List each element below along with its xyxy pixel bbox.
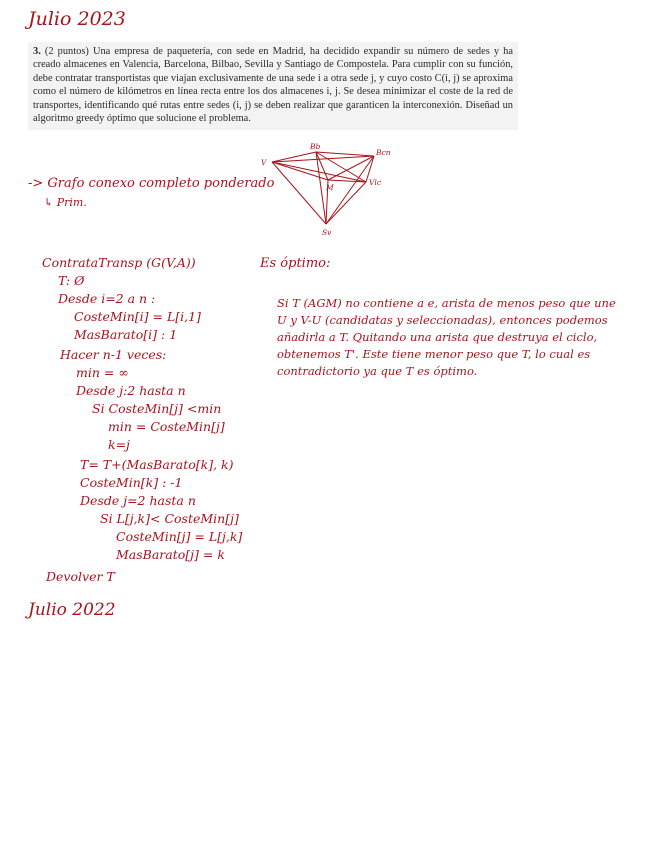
algo-signature: ContrataTransp (G(V,A)) [42, 255, 196, 270]
optimal-title: Es óptimo: [260, 256, 331, 271]
algo-line: Desde i=2 a n : [58, 291, 156, 306]
algo-line: CosteMin[i] = L[i,1] [74, 309, 201, 324]
edge [328, 156, 374, 180]
node-label-v: V [261, 158, 267, 167]
algo-line: CosteMin[k] : -1 [80, 475, 183, 490]
algo-line: min = CosteMin[j] [108, 419, 225, 434]
algo-return: Devolver T [46, 569, 115, 584]
node-label-m: M [326, 183, 334, 192]
node-label-bcn: Bcn [376, 148, 391, 157]
algo-line: MasBarato[j] = k [116, 547, 225, 562]
algo-line: T= T+(MasBarato[k], k) [80, 457, 234, 472]
problem-text: Una empresa de paquetería, con sede en Madrid, ha decidido expandir su número de sedes y ha creado almacenes en Valencia, Barcelona, Bilbao, Sevilla y Santiago de Compostela. Para cumplir con su función, debe contratar transportistas que viajan exclusivamente de una sede i a otra sede j, y cuyo costo C(i, j) se aproxima como el número de kilómetros en línea recta entre los dos almacenes i, j. Se desea minimizar el coste de la red de transportes, identificando qué rutas entre sedes (i, j) se deben realizar que garanticen la interconexión. Diseñad un algoritmo greedy óptimo que solucione el problema. [33, 46, 513, 125]
algo-line: T: Ø [58, 273, 85, 288]
algo-line: min = ∞ [76, 365, 129, 380]
algo-line: k=j [108, 437, 130, 452]
heading-julio-2022: Julio 2022 [28, 600, 116, 620]
heading-julio-2023: Julio 2023 [28, 8, 126, 30]
edge [316, 152, 374, 156]
algo-line: Si L[j,k]< CosteMin[j] [100, 511, 239, 526]
problem-statement [28, 42, 518, 130]
algo-line: CosteMin[j] = L[j,k] [116, 529, 243, 544]
algo-line: MasBarato[i] : 1 [74, 327, 178, 342]
node-label-bb: Bb [310, 142, 321, 151]
optimal-proof: Si T (AGM) no contiene a e, arista de menos peso que une U y V-U (candidatas y seleccionadas), entonces podemos añadirla a T. Quitando una arista que destruya el ciclo, obtenemos T'. Este tiene menor peso que T, lo cual es contradictorio ya que T es óptimo. [277, 296, 616, 378]
node-label-vlc: Vlc [369, 178, 382, 187]
algo-line: Si CosteMin[j] <min [92, 401, 222, 416]
algo-line: Desde j:2 hasta n [76, 383, 186, 398]
problem-points: (2 puntos) [44, 46, 89, 57]
note-grafo: -> Grafo conexo completo ponderado [28, 176, 275, 191]
graph-sketch [258, 140, 418, 240]
problem-number: 3. [33, 46, 41, 57]
algo-line: Desde j=2 hasta n [80, 493, 196, 508]
algo-line: Hacer n-1 veces: [60, 347, 167, 362]
note-prim: ↳ Prim. [44, 196, 87, 209]
node-label-sv: Sv [322, 228, 332, 237]
